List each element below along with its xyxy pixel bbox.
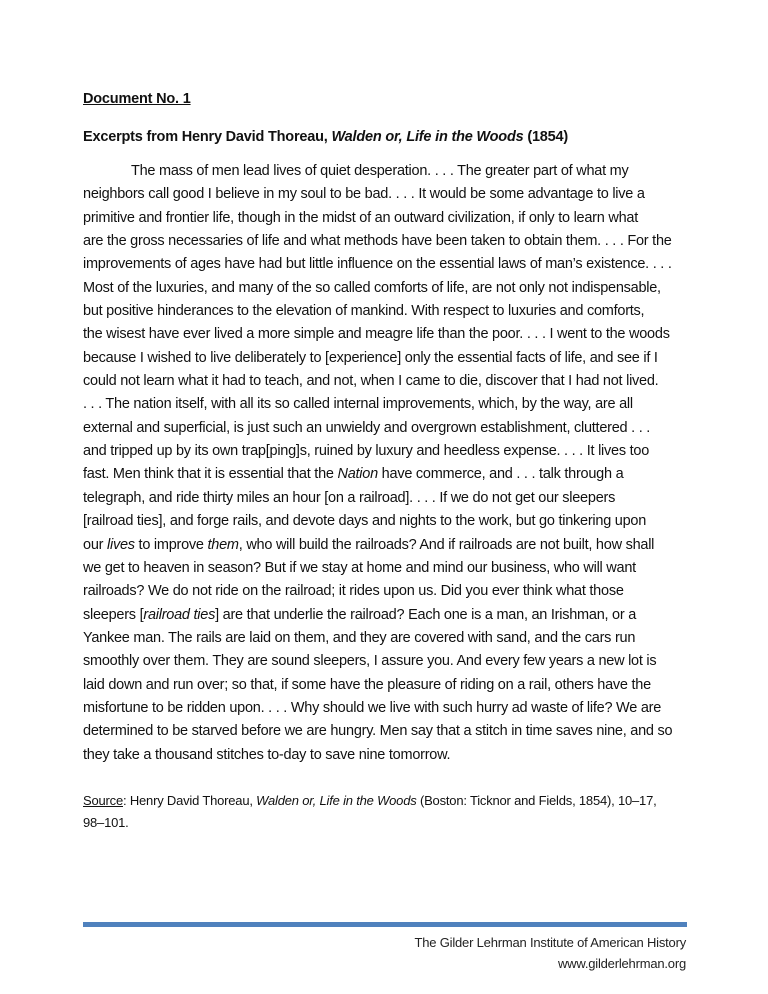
excerpt-line (83, 393, 693, 416)
text-segment: Excerpts from Henry David Thoreau, (83, 129, 332, 145)
excerpt-line (83, 230, 693, 253)
text-segment: improvements of ages have had but little influence on the essential laws of man’s existence. . . . (83, 256, 672, 273)
excerpt-line (83, 440, 693, 463)
excerpt-line (83, 323, 693, 346)
excerpt-line (83, 744, 693, 767)
text-segment: ] are that underlie the railroad? Each one is a man, an Irishman, or a (215, 606, 637, 623)
excerpt-line (83, 277, 693, 300)
source-citation (83, 790, 693, 834)
text-segment: determined to be starved before we are hungry. Men say that a stitch in time saves nine, and so (83, 723, 673, 740)
document-subtitle (83, 129, 568, 145)
text-segment: : Henry David Thoreau, (123, 793, 257, 808)
excerpt-line (83, 160, 693, 183)
excerpt-line (83, 417, 693, 440)
text-segment: [railroad ties], and forge rails, and devote days and nights to the work, but go tinkering upon (83, 513, 647, 530)
italic-text: them (207, 536, 239, 553)
excerpt-line (83, 557, 693, 580)
text-segment: The mass of men lead lives of quiet desperation. . . . The greater part of what my (131, 163, 629, 179)
excerpt-line (83, 370, 693, 393)
text-segment: (Boston: Ticknor and Fields, 1854), 10–17, (416, 793, 657, 808)
text-segment: could not learn what it had to teach, and not, when I came to die, discover that I had not lived. (83, 373, 659, 390)
text-segment: (1854) (523, 129, 569, 145)
text-segment: laid down and run over; so that, if some have the pleasure of riding on a rail, others have the (83, 676, 651, 693)
excerpt-line (83, 347, 693, 370)
text-segment: are the gross necessaries of life and what methods have been taken to obtain them. . . . For the (83, 233, 672, 250)
footer-url[interactable]: www.gilderlehrman.org (557, 956, 686, 971)
excerpt-line (83, 463, 693, 486)
text-segment: primitive and frontier life, though in the midst of an outward civilization, if only to learn what (83, 209, 638, 226)
excerpt-line (83, 697, 693, 720)
excerpt-line (83, 674, 693, 697)
excerpt-line (83, 720, 693, 743)
text-segment: our (83, 536, 107, 553)
excerpt-line (83, 510, 693, 533)
text-segment: to improve (134, 536, 208, 553)
text-segment: the wisest have ever lived a more simple and meagre life than the poor. . . . I went to the woods (83, 326, 670, 343)
italic-text: Nation (337, 466, 378, 483)
italic-text: Walden or, Life in the Woods (256, 793, 417, 808)
text-segment: external and superficial, is just such an unwieldy and overgrown establishment, cluttered . . . (83, 419, 651, 436)
excerpt-line (83, 207, 693, 230)
text-segment: , who will build the railroads? And if railroads are not built, how shall (238, 536, 655, 553)
italic-text: lives (107, 536, 135, 553)
source-line-2: 98–101. (83, 815, 129, 830)
text-segment: . . . The nation itself, with all its so called internal improvements, which, by the way, are all (83, 396, 633, 413)
excerpt-line (83, 487, 693, 510)
excerpt-line (83, 253, 693, 276)
source-label: Source (83, 793, 123, 808)
excerpt-line (83, 650, 693, 673)
text-segment: railroads? We do not ride on the railroad; it rides upon us. Did you ever think what those (83, 583, 624, 600)
italic-text: railroad ties (143, 606, 216, 623)
text-segment: Most of the luxuries, and many of the so called comforts of life, are not only not indispensable, (83, 279, 661, 296)
text-segment: neighbors call good I believe in my soul to be bad. . . . It would be some advantage to live a (83, 186, 645, 203)
text-segment: have commerce, and . . . talk through a (377, 466, 624, 483)
text-segment: and tripped up by its own trap[ping]s, ruined by luxury and heedless expense. . . . It lives too (83, 443, 650, 460)
excerpt-line (83, 534, 693, 557)
text-segment: telegraph, and ride thirty miles an hour [on a railroad]. . . . If we do not get our sleepers (83, 489, 616, 506)
excerpt-line (83, 183, 693, 206)
text-segment: we get to heaven in season? But if we stay at home and mind our business, who will want (83, 559, 636, 576)
text-segment: misfortune to be ridden upon. . . . Why should we live with such hurry ad waste of life? We are (83, 699, 662, 716)
source-line-1 (123, 793, 657, 808)
text-segment: fast. Men think that it is essential that the (83, 466, 338, 483)
footer (415, 932, 686, 974)
text-segment: they take a thousand stitches to-day to save nine tomorrow. (83, 746, 451, 763)
text-segment: but positive hinderances to the elevation of mankind. With respect to luxuries and comforts, (83, 303, 645, 320)
text-segment: sleepers [ (83, 606, 144, 623)
text-segment: because I wished to live deliberately to [experience] only the essential facts of life, and see if I (83, 349, 658, 366)
excerpt-line (83, 580, 693, 603)
footer-rule (83, 922, 687, 927)
excerpt-line (83, 604, 693, 627)
text-segment: Yankee man. The rails are laid on them, and they are covered with sand, and the cars run (83, 629, 636, 646)
italic-text: Walden or, Life in the Woods (331, 129, 524, 145)
excerpt-line (83, 627, 693, 650)
excerpt-body (83, 160, 693, 767)
text-segment: smoothly over them. They are sound sleepers, I assure you. And every few years a new lot is (83, 653, 657, 670)
excerpt-line (83, 300, 693, 323)
document-title: Document No. 1 (83, 91, 191, 107)
footer-org: The Gilder Lehrman Institute of American History (414, 935, 686, 950)
